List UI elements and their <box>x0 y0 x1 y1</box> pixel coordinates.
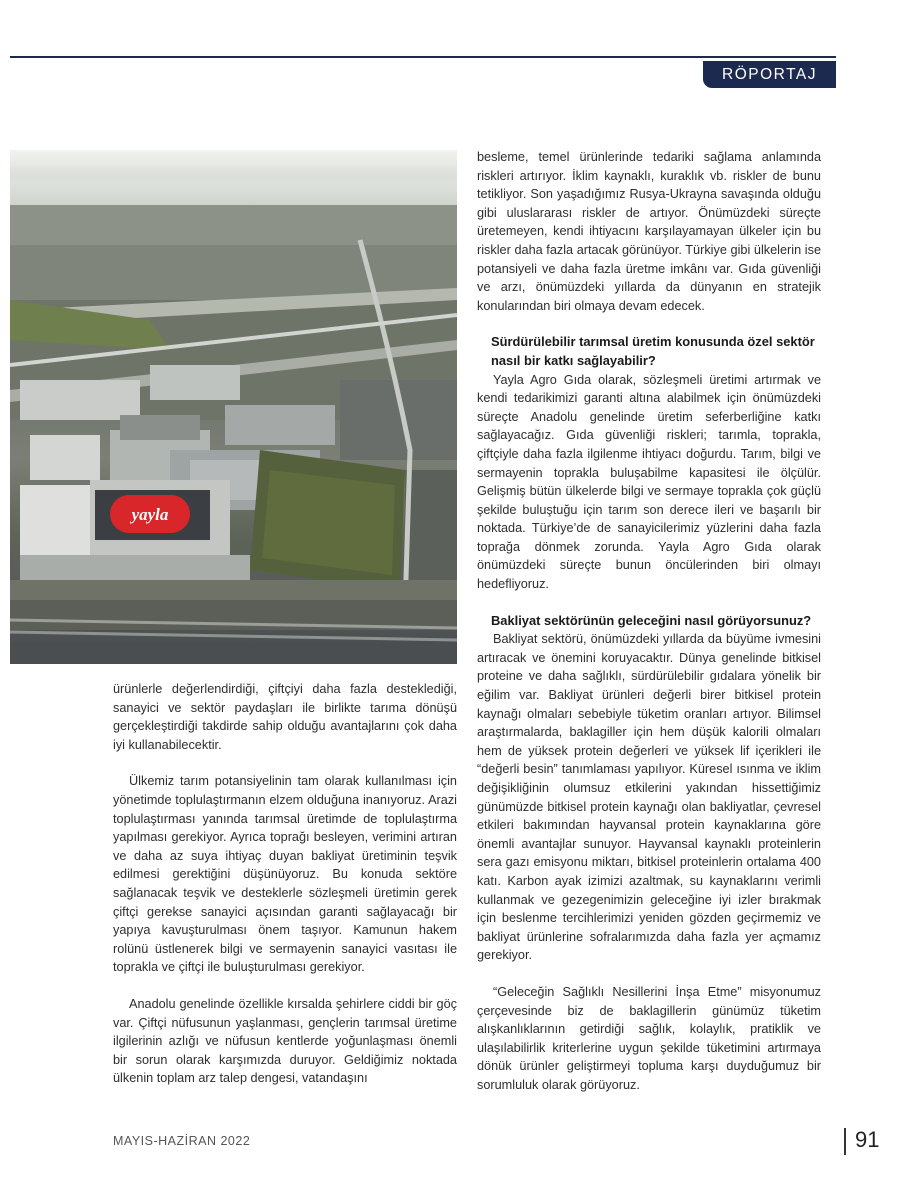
closing-paragraph: “Geleceğin Sağlıklı Nesillerini İnşa Etme” misyonumuz çerçevesinde biz de baklagillerin günümüz tüketim alışkanlıklarının getirdiği sağlık, kolaylık, pratiklik ve ulaşılabilirlik kriterlerine uygun şekilde tüketimini artırmaya dönük ürünler geliştirmeyi topluma karşı duyduğumuz bir sorumluluk olarak görüyoruz. <box>477 984 821 1092</box>
interview-answer: Yayla Agro Gıda olarak, sözleşmeli üretimi artırmak ve kendi tedarikimizi garanti altına alabilmek için önümüzdeki süreçte Anadolu genelinde üretim seferberliğine katkı sağlayacağız. Gıda güvenliği riskleri; tarımla, toprakla, çiftçiyle daha fazla ilgilenme ihtiyacı doğurdu. Tarım, bilgi ve sermayenin toprakla buluşabilme kapasitesi ile ölçülür. Gelişmiş bütün ülkelerde bilgi ve sermaye toprakla çok güçlü şekilde buluştuğu için tarım son derece ileri ve başarılı bir noktada. Türkiye’de de sanayicilerimiz yüzlerini daha fazla toprağa dönmek zorunda. Yayla Agro Gıda olarak önümüzdeki süreçte bunun öncülerinden biri olmayı hedefliyoruz. <box>477 372 821 592</box>
body-paragraph: Ülkemiz tarım potansiyelinin tam olarak kullanılması için yönetimde toplulaştırmanın elzem olduğuna inanıyoruz. Arazi toplulaştırması yanında tarımsal üretimde de toplulaştırma yapılması gerekiyor. Ayrıca toprağı besleyen, verimini artıran ve daha az suya ihtiyaç duyan bakliyat üretiminin teşvik edilmesi gerektiğini düşünüyoruz. Bu konuda sektöre sağlanacak teşvik ve desteklerle sözleşmeli üretimin gerek çiftçi gerekse sanayici açısından garanti sağlayacağı bir yapıya kavuşturulması önem taşıyor. Kamunun hakem rolünü üstlenerek bilgi ve sermayenin sanayici vasıtası ile toprakla ve çiftçi ile buluşturulması gerekiyor. <box>113 774 457 975</box>
interview-question: Sürdürülebilir tarımsal üretim konusunda özel sektör nasıl bir katkı sağlayabilir? <box>491 334 815 368</box>
body-paragraph: ürünlerle değerlendirdiği, çiftçiyi daha fazla desteklediği, sanayici ve sektör paydaşları ile birlikte tarıma dönüşü gerçekleştirdiği takdirde sahip olduğu avantajlarını çok daha iyi kullanabilecektir. <box>113 682 457 752</box>
interview-answer: Bakliyat sektörü, önümüzdeki yıllarda da büyüme ivmesini artıracak ve önemini koruyacaktır. Dünya genelinde bitkisel proteine ve daha sağlıklı, sürdürülebilir gıdalara yönelik bir eğilim var. Bakliyat ürünleri değerli birer bitkisel protein kaynağı olmaları sebebiyle tüketim oranları artıyor. Bilimsel araştırmalarda, baklagiller için hem düşük kalorili olmaları hem de yüksek protein değerleri ve yüksek lif içerikleri ile “değerli besin” tanımlaması yapılıyor. Küresel ısınma ve iklim değişikliğinin olumsuz etkilerini yakından hissettiğimiz günümüzde bitkisel protein kaynağı olan bakliyatlar, çevresel etkileri bakımından hayvansal protein kaynaklarına göre önemli avantajlar sunuyor. Hayvansal kaynaklı proteinlerin sera gazı emisyonu miktarı, bitkisel proteinlerin ortalama 400 katı. Karbon ayak izimizi azaltmak, su kaynaklarını verimli kullanmak ve gezegenimizin geleceğine iyi izler bırakmak için beslenme tercihlerimizi yeniden gözden geçirmemiz ve bakliyat ürünlerine sofralarımızda daha fazla yer açmamız gerekiyor. <box>477 632 821 963</box>
body-paragraph: Anadolu genelinde özellikle kırsalda şehirlere ciddi bir göç var. Çiftçi nüfusunun yaşlanması, gençlerin tarımsal üretime ilgilerinin azlığı ve nüfusun kentlerde yoğunlaşması önemli bir sorun olarak karşımızda duruyor. Geldiğimiz noktada ülkenin toplam arz talep dengesi, vatandaşını <box>113 996 457 1086</box>
header-rule <box>10 56 836 58</box>
factory-sign-text: yayla <box>131 505 169 524</box>
left-column <box>113 680 457 1088</box>
footer-divider <box>844 1128 846 1155</box>
section-label: RÖPORTAJ <box>703 61 836 88</box>
interview-question: Bakliyat sektörünün geleceğini nasıl görüyorsunuz? <box>491 612 812 628</box>
page-number: 91 <box>855 1127 880 1152</box>
aerial-factory-photo <box>10 150 457 664</box>
body-paragraph: besleme, temel ürünlerinde tedariki sağlama anlamında riskleri artırıyor. İklim kaynaklı, kuraklık vb. riskler de bunu tetikliyor. Son yaşadığımız Rusya-Ukrayna savaşında olduğu gibi uluslararası riskler de artıyor. Önümüzdeki süreçte üretemeyen, kendi ihtiyacını karşılayamayan ülkeler için bu riskler daha fazla artacak görünüyor. Türkiye gibi ülkelerin ise potansiyeli ve daha fazla üretme imkânı var. Gıda güvenliği ve arzı, önümüzdeki yıllarda da dünyanın en stratejik konularından biri olmaya devam edecek. <box>477 150 821 313</box>
issue-date: MAYIS-HAZİRAN 2022 <box>113 1134 251 1148</box>
right-column <box>477 148 821 1095</box>
